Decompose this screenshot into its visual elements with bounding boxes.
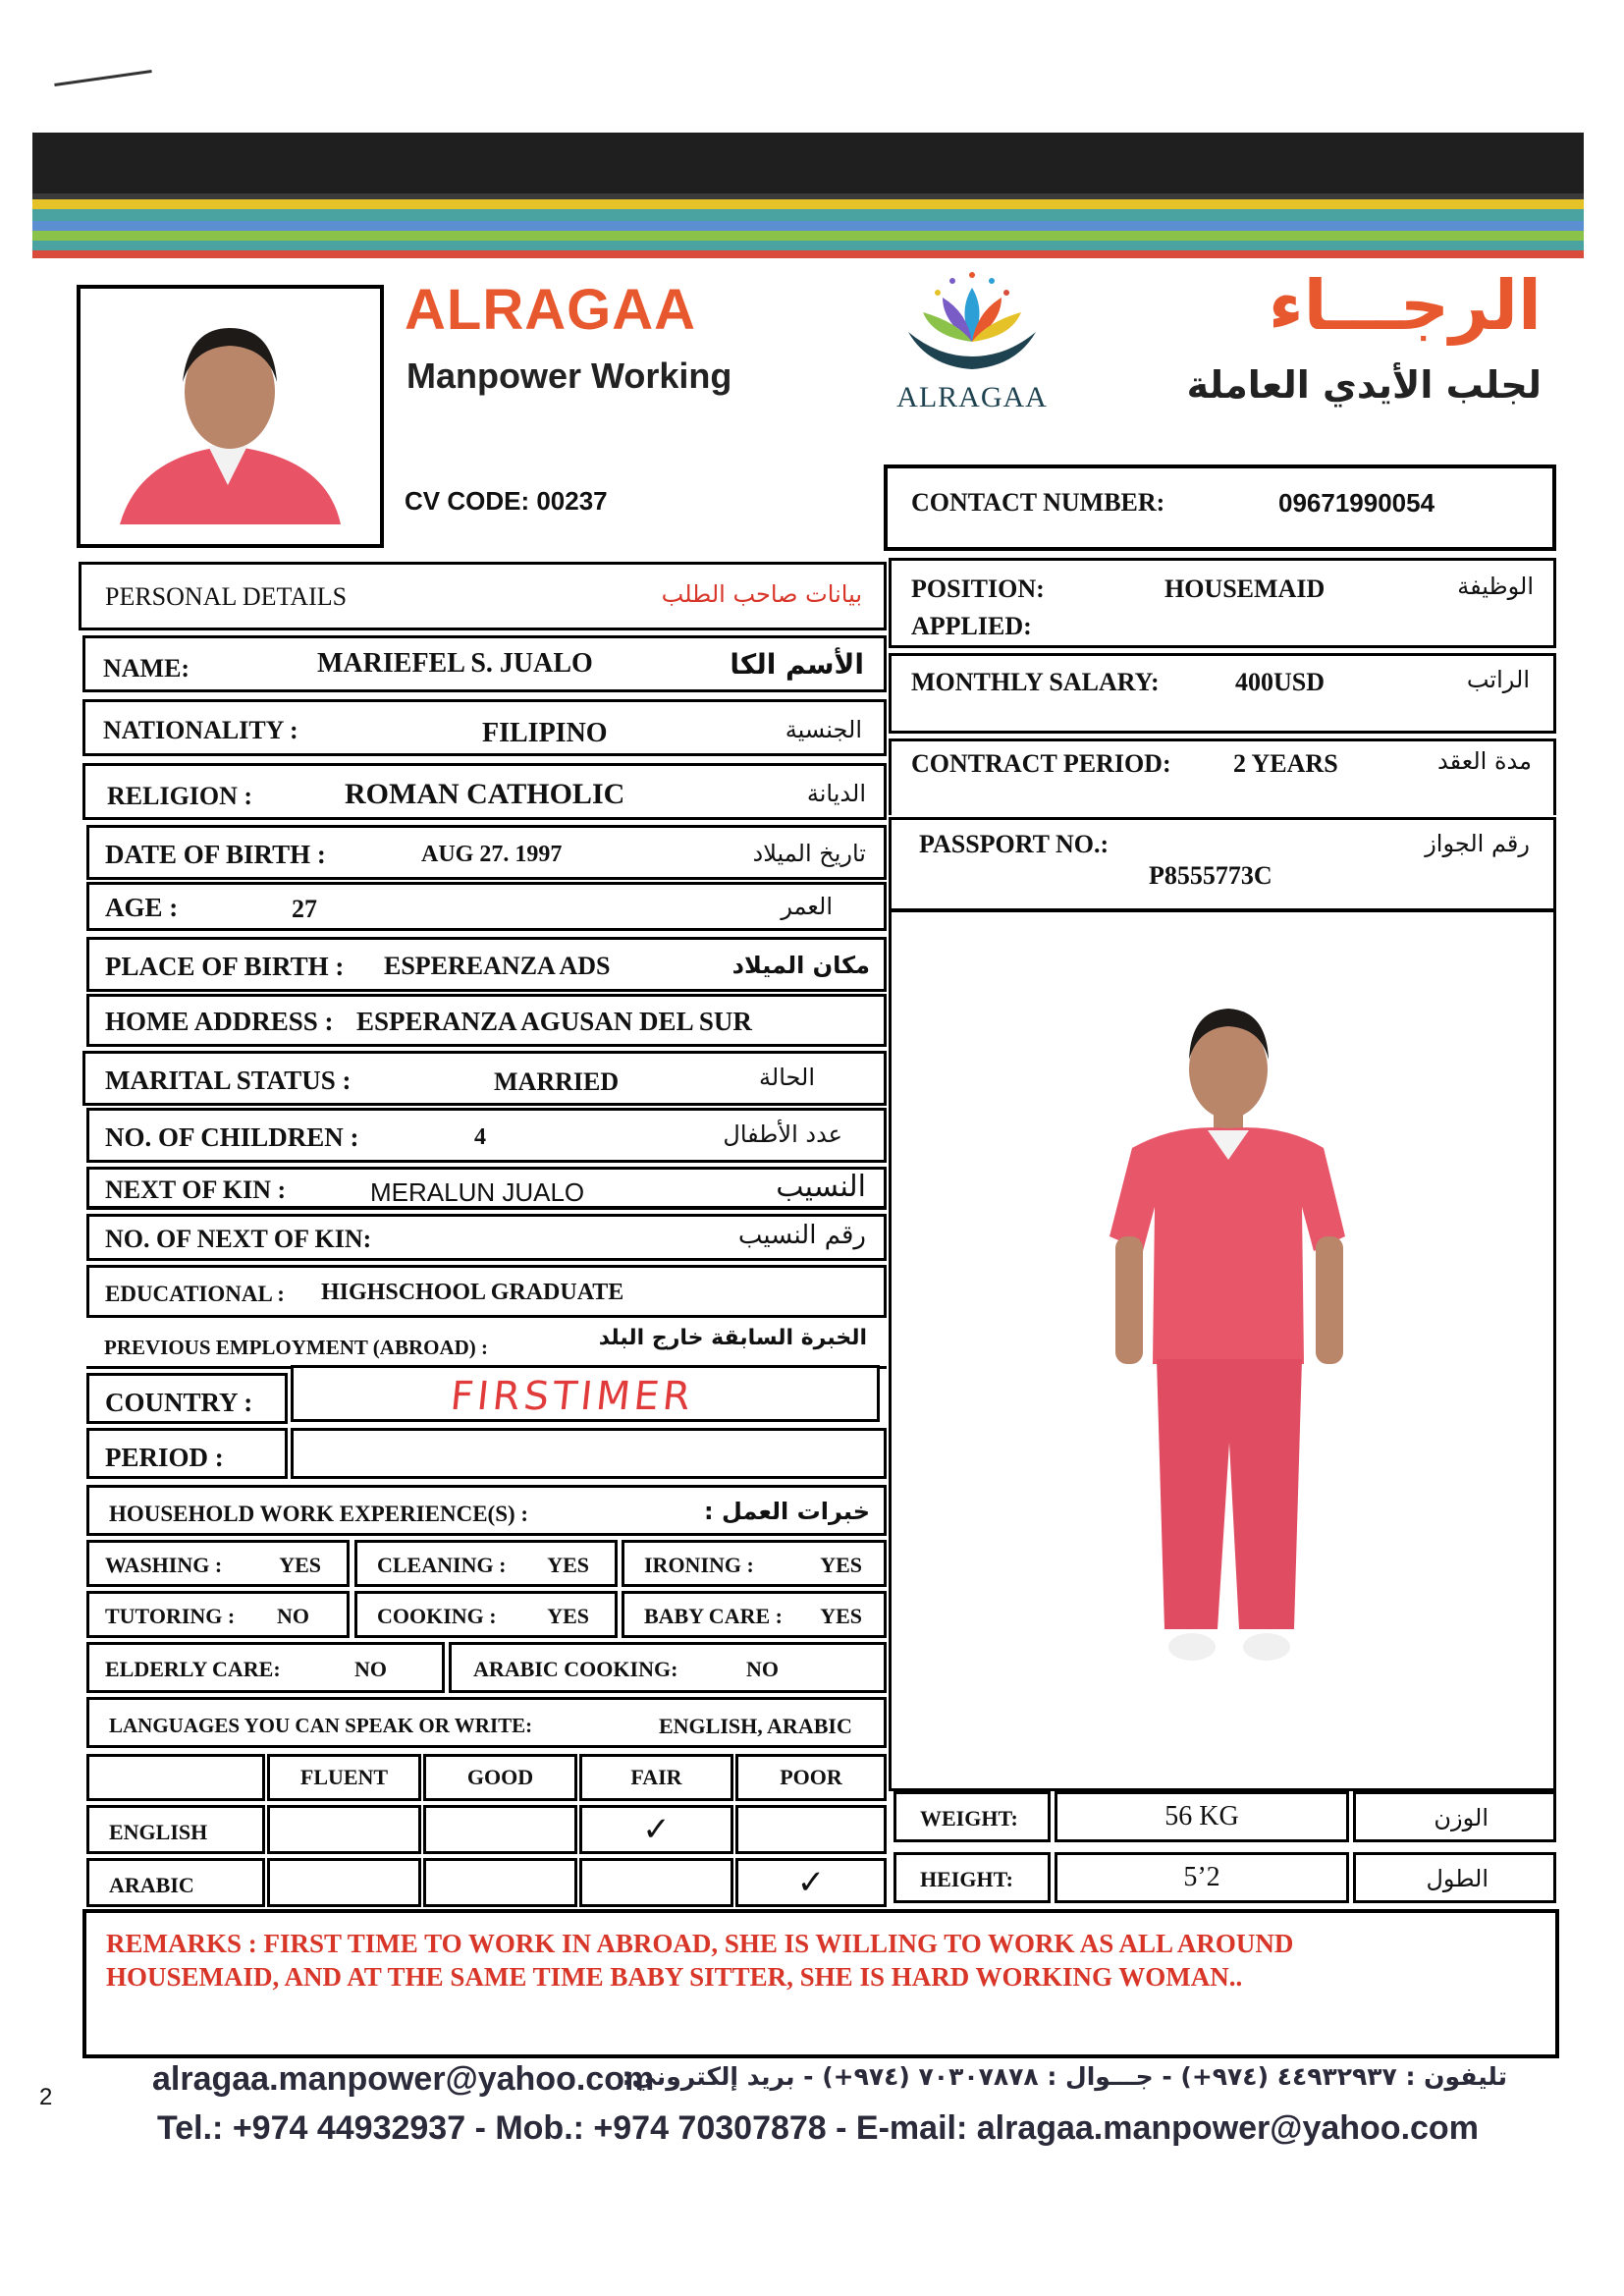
- cv-code: CV CODE: 00237: [405, 486, 608, 516]
- previous-employment-title-arabic: الخبرة السابقة خارج البلد: [598, 1326, 867, 1350]
- date-of-birth-value: AUG 27. 1997: [421, 842, 563, 867]
- children-label-arabic: عدد الأطفال: [723, 1121, 842, 1148]
- passport-value: P8555773C: [1149, 861, 1272, 890]
- cleaning-value: YES: [547, 1553, 589, 1577]
- ironing-label: IRONING :: [644, 1553, 754, 1577]
- weight-value: 56 KG: [1164, 1801, 1239, 1831]
- row-period: [86, 1428, 288, 1479]
- row-country: [86, 1373, 288, 1424]
- religion-label: RELIGION :: [107, 782, 253, 810]
- lang-col-poor-label: POOR: [780, 1765, 842, 1789]
- footer-arabic-contacts: تليفون : ٤٤٩٣٢٩٣٧ (٩٧٤+) - جـــوال : ٧٠٣٠٧٨٧٨ (٩٧٤+) - بريد إلكتروني:: [622, 2062, 1507, 2091]
- age-label: AGE :: [105, 893, 179, 922]
- height-label-arabic: الطول: [1426, 1865, 1489, 1892]
- row-nationality: [82, 699, 887, 756]
- languages-header: [86, 1697, 887, 1748]
- passport-label: PASSPORT NO.:: [919, 830, 1110, 858]
- contract-label-arabic: مدة العقد: [1437, 747, 1532, 775]
- next-of-kin-label-arabic: النسيب: [776, 1170, 866, 1204]
- contract-value: 2 YEARS: [1233, 749, 1338, 778]
- height-label-cell: [893, 1852, 1051, 1903]
- cooking-label: COOKING :: [377, 1604, 497, 1628]
- row-name: [82, 635, 887, 692]
- nationality-label: NATIONALITY :: [103, 716, 298, 744]
- elderly-care-value: NO: [354, 1657, 387, 1681]
- lang-col-fluent-label: FLUENT: [299, 1765, 389, 1789]
- row-educational: [86, 1265, 887, 1318]
- nationality-label-arabic: الجنسية: [785, 716, 862, 743]
- age-value: 27: [292, 895, 317, 923]
- full-body-photo: [889, 909, 1556, 1791]
- row-marital-status: [82, 1051, 887, 1106]
- height-value: 5’2: [1183, 1862, 1220, 1892]
- weight-value-cell: [1055, 1791, 1349, 1842]
- children-label: NO. OF CHILDREN :: [105, 1122, 359, 1152]
- elderly-care-label: ELDERLY CARE:: [105, 1657, 281, 1681]
- elderly-care-cell: [86, 1642, 445, 1693]
- marital-status-label-arabic: الحالة: [759, 1064, 815, 1091]
- brand-subtitle: Manpower Working: [406, 355, 732, 396]
- country-label: COUNTRY :: [105, 1388, 253, 1417]
- company-logo: [889, 263, 1056, 413]
- position-box: [889, 558, 1556, 648]
- name-label-arabic: الأسم الكا: [730, 648, 864, 681]
- lang-mark: ✓: [796, 1865, 826, 1901]
- nationality-value: FILIPINO: [482, 718, 608, 748]
- cleaning-cell: [354, 1540, 618, 1587]
- household-title: HOUSEHOLD WORK EXPERIENCE(S) :: [109, 1502, 529, 1526]
- header-stripe: [32, 133, 1584, 258]
- country-value: FIRSTIMER: [448, 1374, 697, 1419]
- logo-text: ALRAGAA: [896, 381, 1048, 413]
- arabic-cooking-label: ARABIC COOKING:: [473, 1657, 678, 1681]
- row-date-of-birth: [86, 825, 887, 880]
- salary-label: MONTHLY SALARY:: [911, 668, 1160, 696]
- row-age: [86, 882, 887, 931]
- lang-mark: ✓: [642, 1812, 671, 1848]
- passport-box: [889, 817, 1556, 911]
- footer-email-top: alragaa.manpower@yahoo.com: [152, 2060, 655, 2098]
- previous-employment-header: [86, 1322, 887, 1369]
- height-arabic-cell: [1353, 1852, 1556, 1903]
- remarks-line-2: HOUSEMAID, AND AT THE SAME TIME BABY SITTER, SHE IS HARD WORKING WOMAN..: [106, 1962, 1243, 1992]
- place-of-birth-label: PLACE OF BIRTH :: [105, 952, 345, 981]
- age-label-arabic: العمر: [781, 893, 833, 920]
- tutoring-value: NO: [277, 1604, 309, 1628]
- baby-care-cell: [622, 1591, 887, 1638]
- footer-line-2: Tel.: +974 44932937 - Mob.: +974 70307878 - E-mail: alragaa.manpower@yahoo.com: [157, 2109, 1479, 2147]
- height-label: HEIGHT:: [920, 1867, 1013, 1891]
- position-label: POSITION:: [911, 574, 1045, 603]
- lang-cell: [735, 1858, 887, 1907]
- date-of-birth-label: DATE OF BIRTH :: [105, 840, 326, 869]
- row-religion: [82, 763, 887, 820]
- languages-value: ENGLISH, ARABIC: [659, 1714, 852, 1738]
- tutoring-label: TUTORING :: [105, 1604, 236, 1628]
- cooking-cell: [354, 1591, 618, 1638]
- weight-label-cell: [893, 1791, 1051, 1842]
- row-place-of-birth: [86, 937, 887, 992]
- next-of-kin-number-label-arabic: رقم النسيب: [737, 1221, 866, 1250]
- washing-value: YES: [279, 1553, 321, 1577]
- lang-col-fair: [579, 1754, 733, 1801]
- lang-cell: [579, 1805, 733, 1854]
- household-title-arabic: خبرات العمل :: [704, 1498, 870, 1525]
- personal-details-title-arabic: بيانات صاحب الطلب: [661, 580, 862, 608]
- next-of-kin-value: MERALUN JUALO: [370, 1177, 585, 1207]
- lang-cell: [267, 1858, 421, 1907]
- lang-col-fluent: [267, 1754, 421, 1801]
- place-of-birth-label-arabic: مكان الميلاد: [731, 952, 870, 979]
- page-number: 2: [39, 2084, 53, 2110]
- brand-name: ALRAGAA: [405, 278, 696, 342]
- religion-value: ROMAN CATHOLIC: [345, 778, 625, 810]
- lang-col-fair-label: FAIR: [630, 1765, 682, 1789]
- period-value-box: [291, 1428, 887, 1479]
- lang-col-good: [423, 1754, 577, 1801]
- lang-cell: [735, 1805, 887, 1854]
- washing-cell: [86, 1540, 350, 1587]
- lang-row-arabic: [86, 1858, 265, 1907]
- salary-value: 400USD: [1235, 668, 1326, 696]
- personal-details-title: PERSONAL DETAILS: [105, 582, 348, 611]
- position-value: HOUSEMAID: [1164, 574, 1326, 603]
- remarks-line-1: REMARKS : FIRST TIME TO WORK IN ABROAD, SHE IS WILLING TO WORK AS ALL AROUND: [106, 1929, 1294, 1958]
- brand-subtitle-arabic: لجلب الأيدي العاملة: [1186, 363, 1542, 407]
- lang-row-arabic-label: ARABIC: [109, 1873, 194, 1897]
- lang-cell: [423, 1858, 577, 1907]
- name-value: MARIEFEL S. JUALO: [317, 648, 593, 679]
- contract-box: [889, 738, 1556, 815]
- languages-title: LANGUAGES YOU CAN SPEAK OR WRITE:: [109, 1714, 533, 1737]
- tutoring-cell: [86, 1591, 350, 1638]
- place-of-birth-value: ESPEREANZA ADS: [384, 952, 611, 980]
- contact-number-value: 09671990054: [1278, 488, 1435, 518]
- baby-care-label: BABY CARE :: [644, 1604, 783, 1628]
- row-next-of-kin-number: [86, 1214, 887, 1261]
- educational-value: HIGHSCHOOL GRADUATE: [321, 1280, 624, 1305]
- remarks-box: [82, 1909, 1559, 2058]
- cleaning-label: CLEANING :: [377, 1553, 507, 1577]
- brand-name-arabic: الرجـــاء: [1268, 265, 1542, 346]
- home-address-label: HOME ADDRESS :: [105, 1007, 334, 1036]
- lang-col-poor: [735, 1754, 887, 1801]
- baby-care-value: YES: [820, 1604, 862, 1628]
- lang-cell: [267, 1805, 421, 1854]
- washing-label: WASHING :: [105, 1553, 223, 1577]
- height-value-cell: [1055, 1852, 1349, 1903]
- portrait-photo: [77, 285, 384, 548]
- contact-number-label: CONTACT NUMBER:: [911, 488, 1165, 517]
- row-next-of-kin: [86, 1167, 887, 1210]
- row-children: [86, 1108, 887, 1163]
- marital-status-value: MARRIED: [494, 1067, 620, 1096]
- cooking-value: YES: [547, 1604, 589, 1628]
- lang-col-good-label: GOOD: [466, 1765, 534, 1789]
- religion-label-arabic: الديانة: [806, 780, 866, 807]
- lang-cell: [423, 1805, 577, 1854]
- lang-row-english-label: ENGLISH: [109, 1820, 208, 1844]
- lang-cell: [579, 1858, 733, 1907]
- position-label-line2: APPLIED:: [911, 612, 1032, 640]
- educational-label: EDUCATIONAL :: [105, 1282, 285, 1306]
- footer-line-1: [152, 2058, 1507, 2104]
- lang-row-english: [86, 1805, 265, 1854]
- row-home-address: [86, 994, 887, 1047]
- contact-number-box: [884, 465, 1556, 551]
- position-label-arabic: الوظيفة: [1457, 573, 1534, 600]
- arabic-cooking-cell: [449, 1642, 887, 1693]
- ironing-cell: [622, 1540, 887, 1587]
- marital-status-label: MARITAL STATUS :: [105, 1066, 352, 1095]
- date-of-birth-label-arabic: تاريخ الميلاد: [752, 840, 866, 867]
- salary-label-arabic: الراتب: [1466, 666, 1530, 693]
- next-of-kin-label: NEXT OF KIN :: [105, 1175, 287, 1204]
- lang-table-corner: [86, 1754, 265, 1801]
- contract-label: CONTRACT PERIOD:: [911, 749, 1171, 778]
- household-header: [86, 1485, 887, 1536]
- weight-label-arabic: الوزن: [1434, 1804, 1489, 1831]
- period-label: PERIOD :: [105, 1443, 224, 1472]
- country-value-box: [291, 1365, 880, 1422]
- name-label: NAME:: [103, 654, 190, 683]
- next-of-kin-number-label: NO. OF NEXT OF KIN:: [105, 1225, 372, 1253]
- ironing-value: YES: [820, 1553, 862, 1577]
- weight-label: WEIGHT:: [920, 1806, 1018, 1831]
- home-address-value: ESPERANZA AGUSAN DEL SUR: [356, 1007, 752, 1036]
- arabic-cooking-value: NO: [746, 1657, 779, 1681]
- children-value: 4: [474, 1124, 486, 1150]
- salary-box: [889, 653, 1556, 734]
- pen-mark: [54, 70, 151, 86]
- personal-details-header: [79, 562, 887, 630]
- passport-label-arabic: رقم الجواز: [1425, 830, 1530, 857]
- weight-arabic-cell: [1353, 1791, 1556, 1842]
- previous-employment-title: PREVIOUS EMPLOYMENT (ABROAD) :: [104, 1336, 489, 1359]
